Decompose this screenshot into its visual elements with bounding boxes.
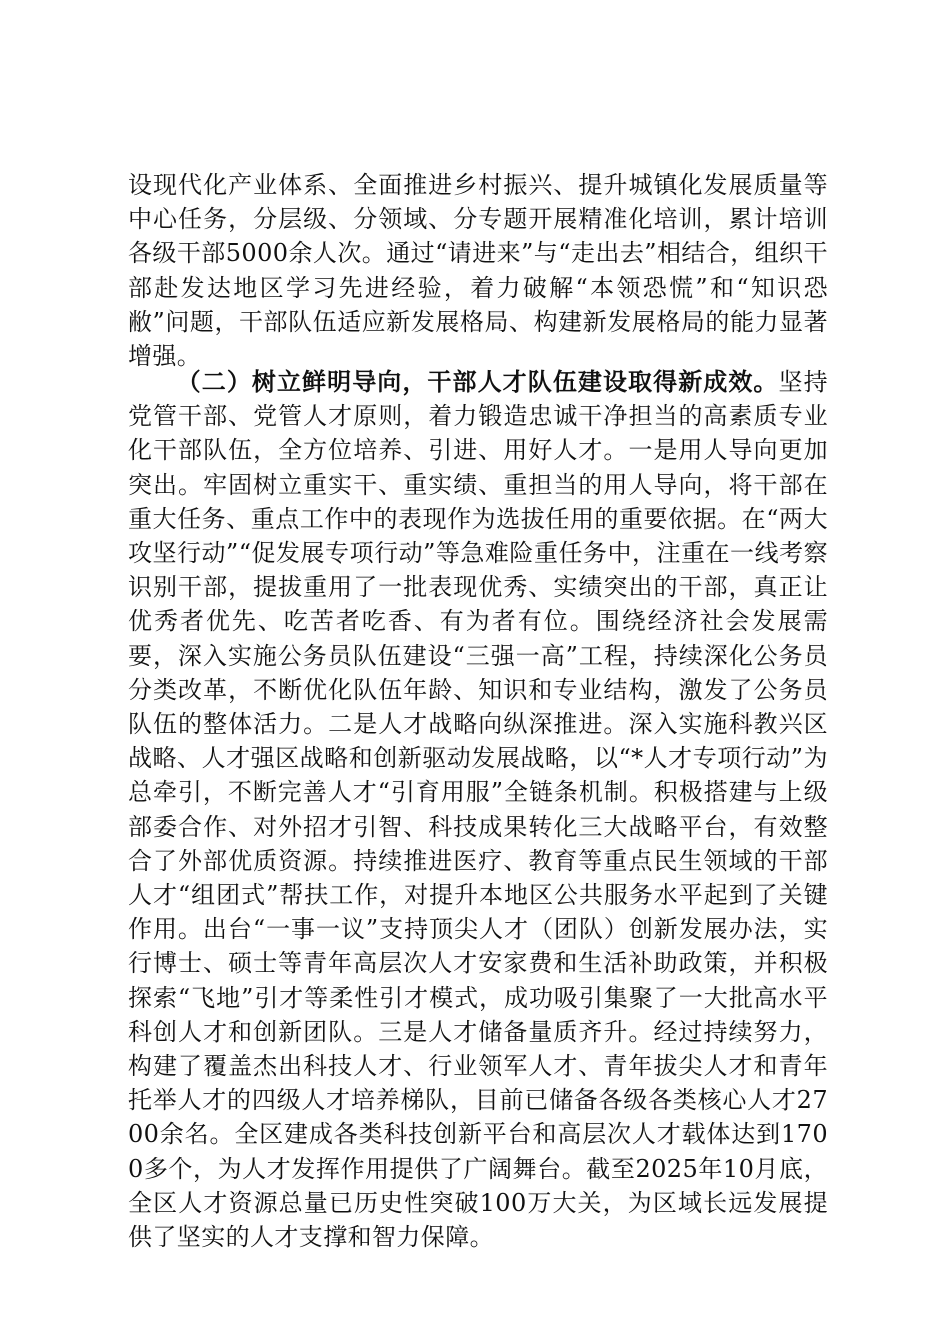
paragraph-section-two-content — [128, 365, 828, 1254]
section-heading: （二）树立鲜明导向，干部人才队伍建设取得新成效。 — [176, 368, 779, 396]
paragraph-text: 设现代化产业体系、全面推进乡村振兴、提升城镇化发展质量等中心任务，分层级、分领域、分专题开展精准化培训，累计培训各级干部5000余人次。通过“请进来”与“走出去”相结合，组织干部赴发达地区学习先进经验，着力破解“本领恐慌”和“知识恐敝”问题，干部队伍适应新发展格局、构建新发展格局的能力显著增强。 — [128, 171, 828, 371]
paragraph-continuation — [128, 168, 828, 373]
paragraph-section-two — [128, 365, 828, 1254]
section-body-text: 坚持党管干部、党管人才原则，着力锻造忠诚干净担当的高素质专业化干部队伍，全方位培养、引进、用好人才。一是用人导向更加突出。牢固树立重实干、重实绩、重担当的用人导向，将干部在重大任务、重点工作中的表现作为选拔任用的重要依据。在“两大攻坚行动”“促发展专项行动”等急难险重任务中，注重在一线考察识别干部，提拔重用了一批表现优秀、实绩突出的干部，真正让优秀者优先、吃苦者吃香、有为者有位。围绕经济社会发展需要，深入实施公务员队伍建设“三强一高”工程，持续深化公务员分类改革，不断优化队伍年龄、知识和专业结构，激发了公务员队伍的整体活力。二是人才战略向纵深推进。深入实施科教兴区战略、人才强区战略和创新驱动发展战略，以“*人才专项行动”为总牵引，不断完善人才“引育用服”全链条机制。积极搭建与上级部委合作、对外招才引智、科技成果转化三大战略平台，有效整合了外部优质资源。持续推进医疗、教育等重点民生领域的干部人才“组团式”帮扶工作，对提升本地区公共服务水平起到了关键作用。出台“一事一议”支持顶尖人才（团队）创新发展办法，实行博士、硕士等青年高层次人才安家费和生活补助政策，并积极探索“飞地”引才等柔性引才模式，成功吸引集聚了一大批高水平科创人才和创新团队。三是人才储备量质齐升。经过持续努力，构建了覆盖杰出科技人才、行业领军人才、青年拔尖人才和青年托举人才的四级人才培养梯队，目前已储备各级各类核心人才2700余名。全区建成各类科技创新平台和高层次人才载体达到1700多个，为人才发挥作用提供了广阔舞台。截至2025年10月底，全区人才资源总量已历史性突破100万大关，为区域长远发展提供了坚实的人才支撑和智力保障。 — [128, 368, 828, 1252]
